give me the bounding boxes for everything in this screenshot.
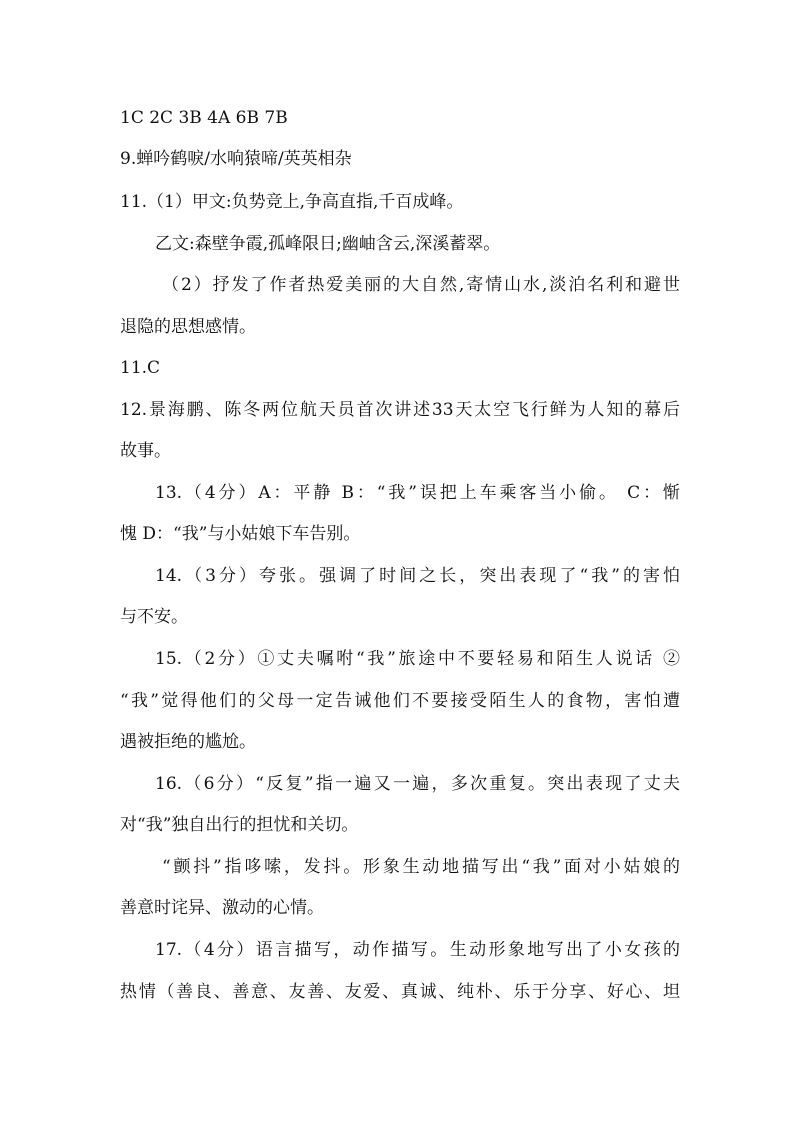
answer-17-line2: 热情（善良、善意、友善、友爱、真诚、纯朴、乐于分享、好心、坦 [120,982,680,1002]
answer-12-line2: 故事。 [120,441,171,461]
answer-15-line1: 15.（2分）①丈夫嘱咐“我”旅途中不要轻易和陌生人说话 ② [155,649,680,669]
answer-16-line2: 对“我”独自出行的担忧和关切。 [120,815,359,835]
answer-16-line4: 善意时诧异、激动的心情。 [120,898,324,918]
answer-11-part2-line2: 退隐的思想感情。 [120,317,256,337]
answer-15-line3: 遇被拒绝的尴尬。 [120,732,256,752]
answer-13-line1: 13.（4分）A：平静 B：“我”误把上车乘客当小偷。 C：惭 [155,483,680,503]
answer-9: 9.蝉吟鹤唳/水响猿啼/英英相杂 [120,149,352,169]
answer-14-line2: 与不安。 [120,607,188,627]
answer-11-part2-line1: （2）抒发了作者热爱美丽的大自然,寄情山水,淡泊名利和避世 [162,275,680,295]
answer-14-line1: 14.（3分）夸张。强调了时间之长，突出表现了“我”的害怕 [155,566,680,586]
answer-11c: 11.C [120,358,161,378]
answers-choice-line: 1C 2C 3B 4A 6B 7B [120,108,288,128]
answer-15-line2: “我”觉得他们的父母一定告诫他们不要接受陌生人的食物，害怕遭 [120,691,680,711]
answer-13-line2: 愧 D：“我”与小姑娘下车告别。 [120,524,361,544]
answer-11-part1-yi: 乙文:森壁争霞,孤峰限日;幽岫含云,深溪蓄翠。 [155,234,501,254]
answer-16-line1: 16.（6分）“反复”指一遍又一遍，多次重复。突出表现了丈夫 [155,774,680,794]
answer-12-line1: 12.景海鹏、陈冬两位航天员首次讲述33天太空飞行鲜为人知的幕后 [120,400,680,420]
answer-17-line1: 17.（4分）语言描写，动作描写。生动形象地写出了小女孩的 [155,940,680,960]
answer-16-line3: “颤抖”指哆嗦，发抖。形象生动地描写出“我”面对小姑娘的 [162,857,680,877]
answer-11-part1-jia: 11.（1）甲文:负势竞上,争高直指,千百成峰。 [120,192,464,212]
